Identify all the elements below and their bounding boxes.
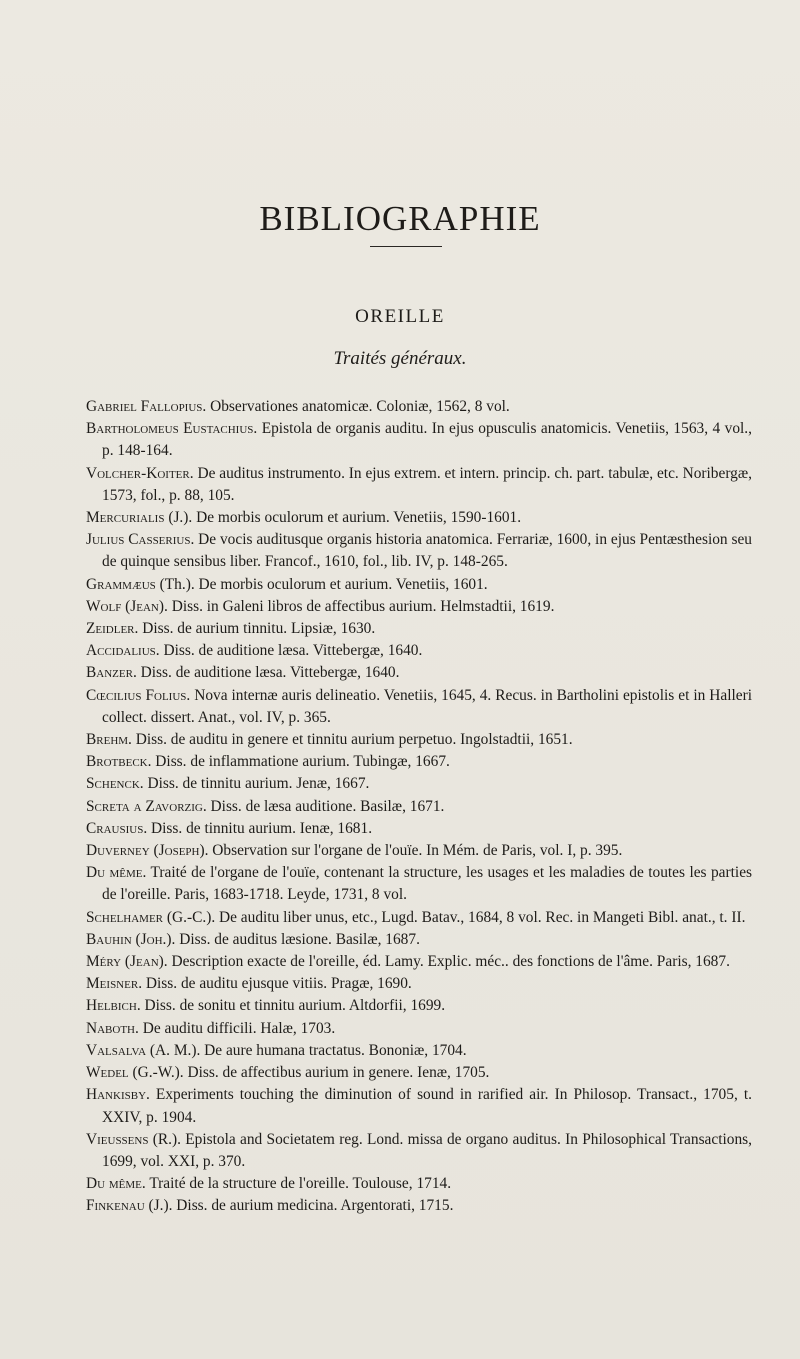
bibliography-entry (86, 463, 752, 507)
bibliography-entry (86, 818, 752, 840)
entry-text: . Nova internæ auris delineatio. Venetiis, 1645, 4. Recus. in Bartholini epistolis et in Halleri collect. dissert. Anat., vol. IV, p. 365. (102, 686, 752, 726)
entry-text: . Diss. de læsa auditione. Basilæ, 1671. (202, 797, 445, 815)
entry-author: Helbich (86, 997, 137, 1015)
bibliography-entry (86, 1173, 752, 1195)
bibliography-entry (86, 529, 752, 573)
entry-text: . Experiments touching the diminution of sound in rarified air. In Philosop. Transact., 1705, t. XXIV, p. 1904. (102, 1086, 752, 1126)
entry-text: . De vocis auditusque organis historia anatomica. Ferrariæ, 1600, in ejus Pentæsthesion seu de quinque sensibus liber. Francof., 1610, fol., lib. IV, p. 148-265. (102, 531, 752, 571)
entry-author: Mercurialis (86, 509, 165, 527)
entry-text: . Diss. de auditu in genere et tinnitu aurium perpetuo. Ingolstadtii, 1651. (128, 731, 573, 749)
bibliography-entry (86, 1040, 752, 1062)
entry-author: Brotbeck (86, 753, 148, 771)
entry-author: Bartholomeus Eustachius (86, 420, 254, 438)
entry-text: . Diss. de auditione læsa. Vittebergæ, 1640. (155, 642, 423, 660)
page-title: BIBLIOGRAPHIE (259, 199, 541, 239)
entry-author: Schelhamer (86, 908, 164, 926)
entry-author: Finkenau (86, 1197, 145, 1215)
entry-text: (G.-W.). Diss. de affectibus aurium in genere. Ienæ, 1705. (128, 1064, 490, 1082)
bibliography-entry (86, 773, 752, 795)
entry-author: Hankisby (86, 1086, 147, 1104)
entry-author: Wedel (86, 1064, 129, 1082)
bibliography-entry (86, 574, 752, 596)
entry-text: . Epistola de organis auditu. In ejus opusculis anatomicis. Venetiis, 1563, 4 vol., p. 148-164. (102, 420, 752, 460)
bibliography-entry (86, 418, 752, 462)
entry-author: Schenck (86, 775, 140, 793)
entry-text: . Diss. de auditus læsione. Basilæ, 1687. (171, 930, 420, 948)
entry-author: Du même (86, 864, 143, 882)
bibliography-entry (86, 1195, 752, 1217)
entry-author: Crausius (86, 819, 144, 837)
bibliography-entry (86, 973, 752, 995)
entry-text: . De auditus instrumento. In ejus extrem. et intern. princip. ch. part. tabulæ, etc. Noribergæ, 1573, fol., p. 88, 105. (102, 464, 752, 504)
entry-author: Bauhin (Joh.) (86, 930, 172, 948)
entry-author: Screta a Zavorzig (86, 797, 203, 815)
entry-author: Julius Casserius (86, 531, 191, 549)
entry-author: Wolf (Jean) (86, 597, 165, 615)
entry-author: Meisner (86, 975, 139, 993)
entry-text: (Th.). De morbis oculorum et aurium. Venetiis, 1601. (155, 575, 488, 593)
entry-text: (J.). De morbis oculorum et aurium. Venetiis, 1590-1601. (164, 509, 522, 527)
bibliography-entry (86, 1084, 752, 1128)
bibliography-entry (86, 1129, 752, 1173)
bibliography-entry (86, 507, 752, 529)
bibliography-entry (86, 396, 752, 418)
entry-text: . Description exacte de l'oreille, éd. Lamy. Explic. méc.. des fonctions de l'âme. Paris, 1687. (163, 953, 730, 971)
entry-text: . Diss. de tinnitu aurium. Ienæ, 1681. (143, 819, 373, 837)
entry-author: Méry (Jean) (86, 953, 164, 971)
entry-author: Naboth (86, 1019, 136, 1037)
bibliography-entry (86, 796, 752, 818)
entry-text: (R.). Epistola and Societatem reg. Lond. missa de organo auditus. In Philosophical Transactions, 1699, vol. XXI, p. 370. (102, 1130, 752, 1170)
entry-text: . Diss. de sonitu et tinnitu aurium. Altdorfii, 1699. (136, 997, 446, 1015)
section-heading: OREILLE (355, 306, 445, 327)
entry-text: . Diss. in Galeni libros de affectibus aurium. Helmstadtii, 1619. (164, 597, 555, 615)
entry-text: (J.). Diss. de aurium medicina. Argentorati, 1715. (144, 1197, 454, 1215)
bibliography-entry (86, 862, 752, 906)
bibliography-entry (86, 907, 752, 929)
bibliography-entry (86, 840, 752, 862)
bibliography-entry (86, 751, 752, 773)
entry-author: Zeidler (86, 620, 135, 638)
entry-author: Volcher-Koiter (86, 464, 190, 482)
bibliography-entry (86, 618, 752, 640)
bibliography-entry (86, 929, 752, 951)
entry-author: Cœcilius Folius (86, 686, 187, 704)
entry-author: Accidalius (86, 642, 156, 660)
entry-text: . Diss. de tinnitu aurium. Jenæ, 1667. (139, 775, 370, 793)
bibliography-entry (86, 1018, 752, 1040)
entry-text: . Diss. de auditione læsa. Vittebergæ, 1640. (132, 664, 400, 682)
bibliography-entry (86, 685, 752, 729)
entry-text: . De auditu difficili. Halæ, 1703. (135, 1019, 336, 1037)
bibliography-entry (86, 662, 752, 684)
entry-author: Valsalva (86, 1041, 147, 1059)
entry-author: Brehm (86, 731, 129, 749)
bibliography-entry (86, 596, 752, 618)
entry-author: Du même (86, 1175, 142, 1193)
entry-text: . Diss. de aurium tinnitu. Lipsiæ, 1630. (134, 620, 376, 638)
entry-text: . Diss. de auditu ejusque vitiis. Pragæ, 1690. (138, 975, 412, 993)
bibliography-entry (86, 640, 752, 662)
bibliography-entry (86, 729, 752, 751)
entry-author: Gabriel Fallopius (86, 398, 203, 415)
bibliography-entry (86, 1062, 752, 1084)
bibliography-entry (86, 951, 752, 973)
subsection-heading: Traités généraux. (333, 348, 467, 369)
entry-text: . Observation sur l'organe de l'ouïe. In Mém. de Paris, vol. I, p. 395. (204, 842, 623, 860)
entry-text: . Diss. de inflammatione aurium. Tubingæ, 1667. (147, 753, 450, 771)
entry-text: (G.-C.). De auditu liber unus, etc., Lugd. Batav., 1684, 8 vol. Rec. in Mangeti Bibl. anat., t. II. (163, 908, 746, 926)
entry-author: Banzer (86, 664, 133, 682)
entry-text: . Traité de l'organe de l'ouïe, contenant la structure, les usages et les maladies de toutes les parties de l'oreille. Paris, 1683-1718. Leyde, 1731, 8 vol. (102, 864, 753, 904)
bibliography-entry (86, 995, 752, 1017)
entry-text: (A. M.). De aure humana tractatus. Bononiæ, 1704. (146, 1041, 467, 1059)
bibliography-list (86, 396, 752, 1218)
entry-text: . Traité de la structure de l'oreille. Toulouse, 1714. (141, 1175, 452, 1193)
entry-text: . Observationes anatomicæ. Coloniæ, 1562, 8 vol. (202, 398, 510, 415)
entry-author: Grammæus (86, 575, 156, 593)
entry-author: Vieussens (86, 1130, 149, 1148)
title-rule (370, 246, 442, 247)
entry-author: Duverney (Joseph) (86, 842, 205, 860)
